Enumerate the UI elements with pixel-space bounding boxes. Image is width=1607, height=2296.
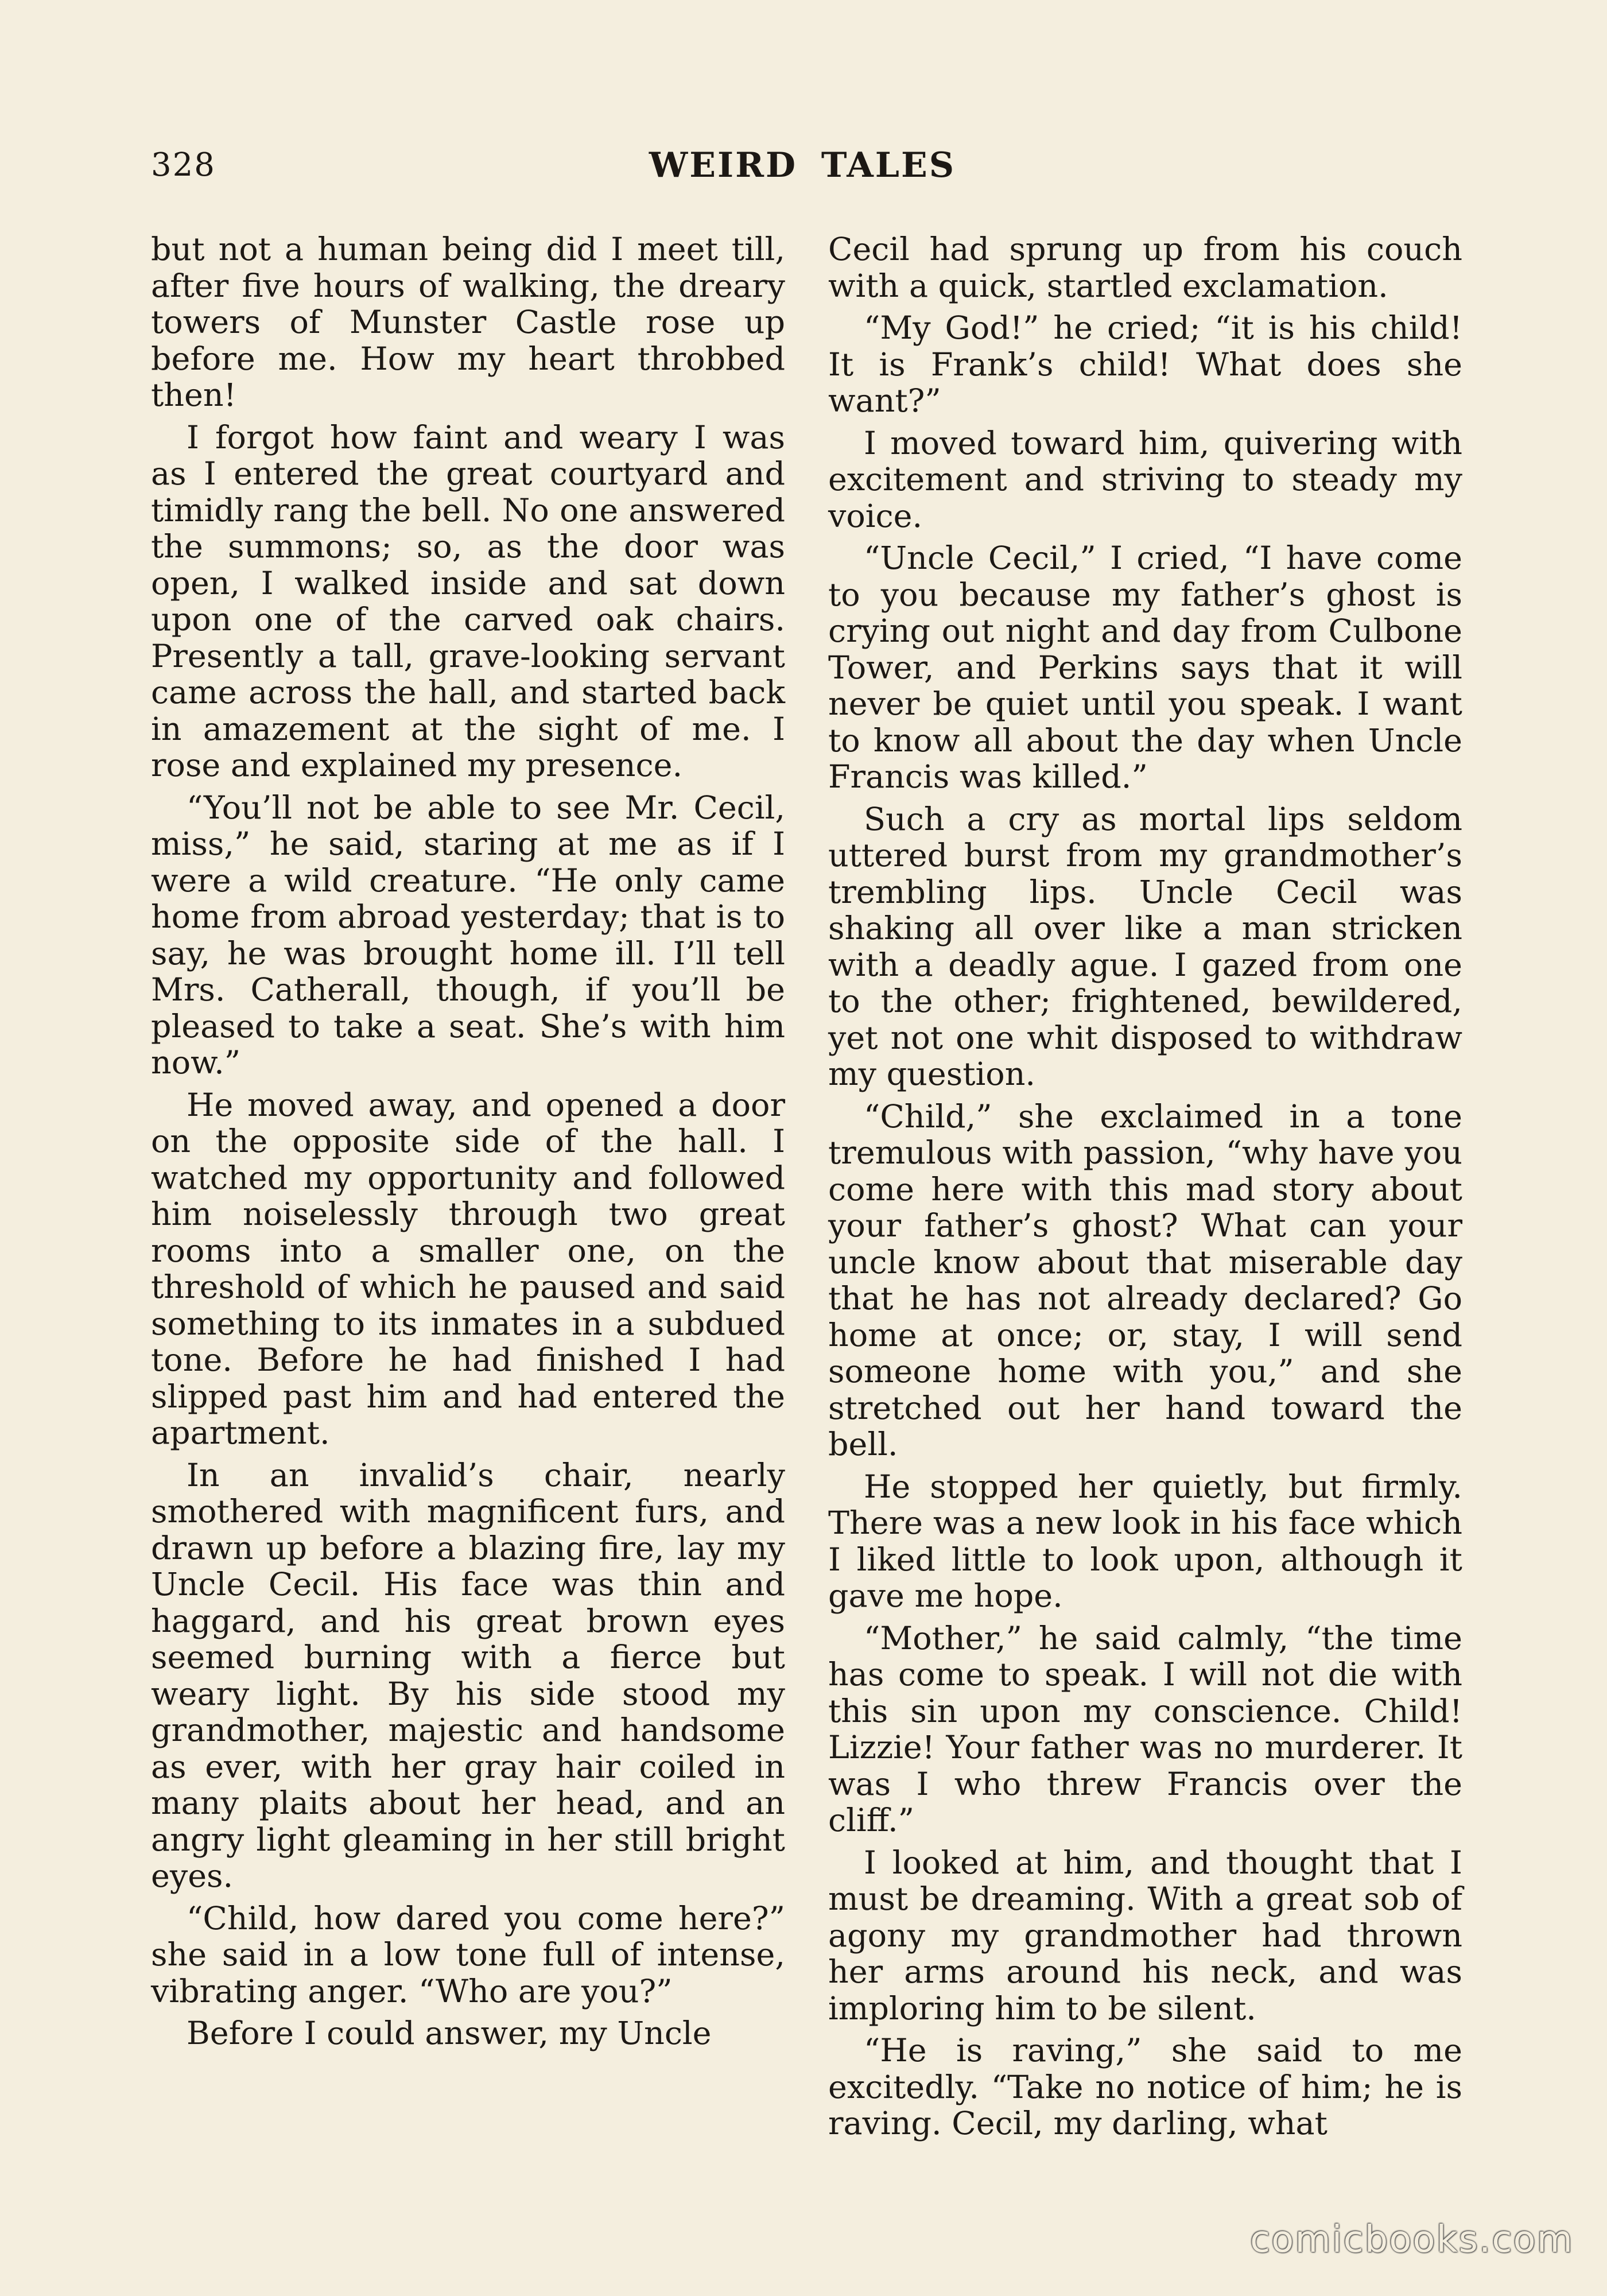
left-column (151, 231, 785, 2052)
right-column (828, 231, 1462, 2142)
paragraph: “He is raving,” she said to me excitedly. “Take no notice of him; he is raving. Cecil, my darling, what (828, 2032, 1462, 2142)
paragraph: “Child, how dared you come here?” she said in a low tone full of intense, vibrating anger. “Who are you?” (151, 1899, 785, 2010)
paragraph: Before I could answer, my Uncle (187, 2015, 712, 2052)
paragraph: I looked at him, and thought that I must be dreaming. With a great sob of agony my grandmother had thrown her arms around his neck, and was imploring him to be silent. (828, 1844, 1462, 2027)
paragraph: “You’ll not be able to see Mr. Cecil, miss,” he said, staring at me as if I were a wild creature. “He only came home from abroad yesterday; that is to say, he was brought home ill. I’ll tell Mrs. Catherall, though, if you’ll be pleased to take a seat. She’s with him now.” (151, 789, 785, 1081)
page-number: 328 (151, 146, 216, 184)
paragraph: I moved toward him, quivering with excitement and striving to steady my voice. (828, 424, 1462, 535)
paragraph: He stopped her quietly, but firmly. There was a new look in his face which I liked little to look upon, although it gave me hope. (828, 1468, 1462, 1615)
paragraph: In an invalid’s chair, nearly smothered with magnificent furs, and drawn up before a blazing fire, lay my Uncle Cecil. His face was thin and haggard, and his great brown eyes seemed burning with a fierce but weary light. By his side stood my grandmother, majestic and handsome as ever, with her gray hair coiled in many plaits about her head, and an angry light gleaming in her still bright eyes. (151, 1456, 785, 1895)
paragraph: but not a human being did I meet till, after five hours of walking, the dreary towers of Munster Castle rose up before me. How my heart throbbed then! (151, 231, 785, 414)
watermark: comicbooks.com (1249, 2219, 1574, 2261)
paragraph: Cecil had sprung up from his couch with a quick, startled exclamation. (828, 231, 1462, 305)
paragraph: “Mother,” he said calmly, “the time has come to speak. I will not die with this sin upon my conscience. Child! Lizzie! Your father was no murderer. It was I who threw Francis over the cliff.” (828, 1619, 1462, 1839)
paragraph: “My God!” he cried; “it is his child! It is Frank’s child! What does she want?” (828, 309, 1462, 420)
paragraph: “Uncle Cecil,” I cried, “I have come to you because my father’s ghost is crying out night and day from Culbone Tower, and Perkins says that it will never be quiet until you speak. I want to know all about the day when Uncle Francis was killed.” (828, 540, 1462, 796)
page-header (151, 142, 1454, 188)
paragraph: “Child,” she exclaimed in a tone tremulous with passion, “why have you come here with this mad story about your father’s ghost? What can your uncle know about that miserable day that he has not already declared? Go home at once; or, stay, I will send someone home with you,” and she stretched out her hand toward the bell. (828, 1097, 1462, 1463)
paragraph: He moved away, and opened a door on the opposite side of the hall. I watched my opportunity and followed him noiselessly through two great rooms into a smaller one, on the threshold of which he paused and said something to its inmates in a subdued tone. Before he had finished I had slipped past him and had entered the apartment. (151, 1086, 785, 1452)
paragraph: Such a cry as mortal lips seldom uttered burst from my grandmother’s trembling lips. Uncle Cecil was shaking all over like a man stricken with a deadly ague. I gazed from one to the other; frightened, bewildered, yet not one whit disposed to withdraw my question. (828, 800, 1462, 1093)
running-title: WEIRD TALES (649, 145, 956, 185)
paragraph: I forgot how faint and weary I was as I entered the great courtyard and timidly rang the bell. No one answered the summons; so, as the door was open, I walked inside and sat down upon one of the carved oak chairs. Presently a tall, grave-looking servant came across the hall, and started back in amazement at the sight of me. I rose and explained my presence. (151, 418, 785, 784)
